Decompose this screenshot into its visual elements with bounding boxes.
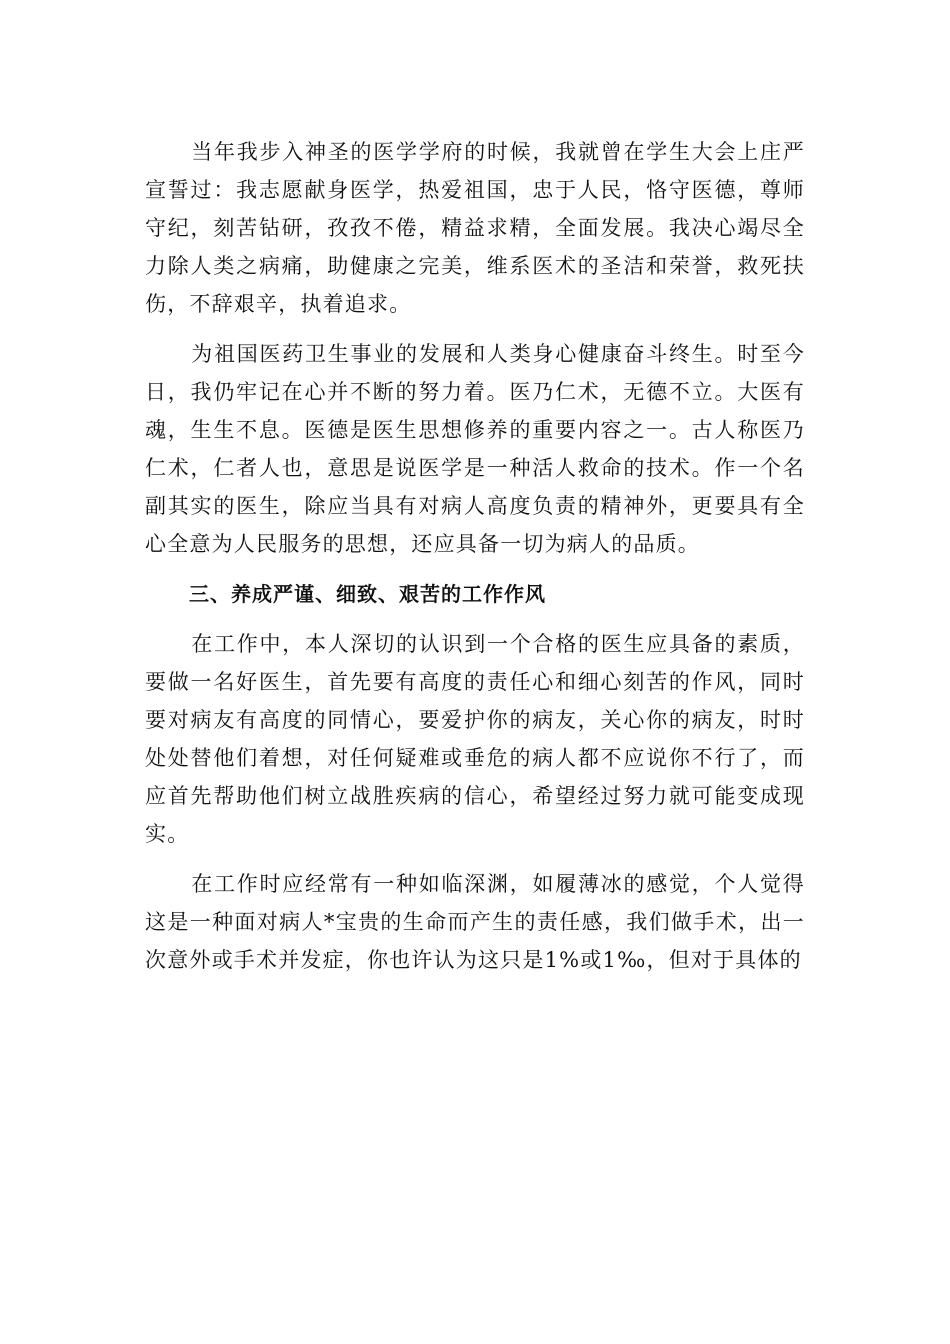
section-heading: 三、养成严谨、细致、艰苦的工作作风 xyxy=(189,582,546,606)
paragraph-oath: 当年我步入神圣的医学学府的时候，我就曾在学生大会上庄严宣誓过：我志愿献身医学，热爱祖国，忠于人民，恪守医德，尊师守纪，刻苦钻研，孜孜不倦，精益求精，全面发展。我决心竭尽全力除人类之病痛，助健康之完美，维系医术的圣洁和荣誉，救死扶伤，不辞艰辛，执着追求。 xyxy=(145,140,805,316)
document-body xyxy=(145,133,805,991)
paragraph-medical-ethics: 为祖国医药卫生事业的发展和人类身心健康奋斗终生。时至今日，我仍牢记在心并不断的努力着。医乃仁术，无德不立。大医有魂，生生不息。医德是医生思想修养的重要内容之一。古人称医乃仁术，仁者人也，意思是说医学是一种活人救命的技术。作一个名副其实的医生，除应当具有对病人高度负责的精神外，更要具有全心全意为人民服务的思想，还应具备一切为病人的品质。 xyxy=(145,342,805,556)
paragraph-responsibility: 在工作时应经常有一种如临深渊，如履薄冰的感觉，个人觉得这是一种面对病人*宝贵的生命而产生的责任感，我们做手术，出一次意外或手术并发症，你也许认为这只是1%或1‰，但对于具体的 xyxy=(145,872,805,972)
paragraph-work-qualities: 在工作中，本人深切的认识到一个合格的医生应具备的素质，要做一名好医生，首先要有高度的责任心和细心刻苦的作风，同时要对病友有高度的同情心，要爱护你的病友，关心你的病友，时时处处替他们着想，对任何疑难或垂危的病人都不应说你不行了，而应首先帮助他们树立战胜疾病的信心，希望经过努力就可能变成现实。 xyxy=(145,632,805,846)
